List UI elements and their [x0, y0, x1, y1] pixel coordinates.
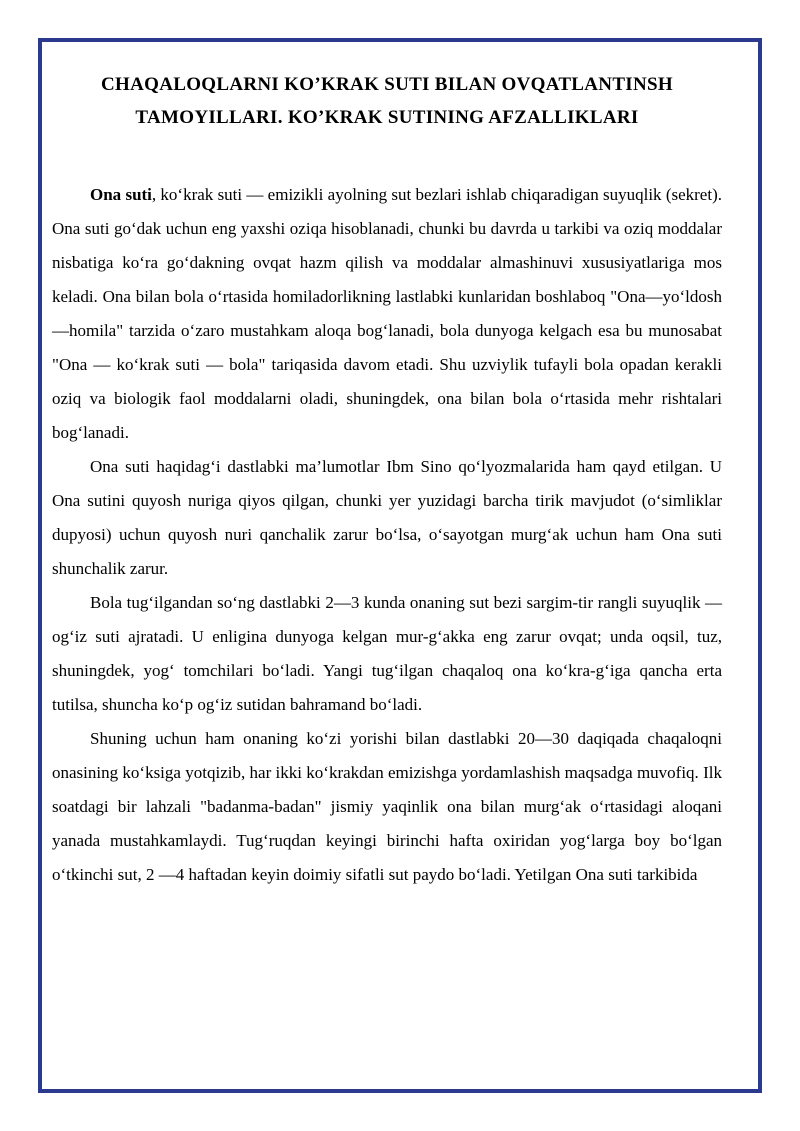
title-line-1: CHAQALOQLARNI KO’KRAK SUTI BILAN OVQATLANTINSH [101, 74, 673, 95]
paragraph-4: Shuning uchun ham onaning ko‘zi yorishi bilan dastlabki 20—30 daqiqada chaqaloqni onasining ko‘ksiga yotqizib, har ikki ko‘krakdan emizishga yordamlashish maqsadga muvofiq. Ilk soatdagi bir lahzali "badanma-badan" jismiy yaqinlik ona bilan murg‘ak o‘rtasidagi aloqani yanada mustahkamlaydi. Tug‘ruqdan keyingi birinchi hafta oxiridan yog‘larga boy bo‘lgan o‘tkinchi sut, 2 —4 haftadan keyin doimiy sifatli sut paydo bo‘ladi. Yetilgan Ona suti tarkibida [52, 729, 722, 884]
paragraph-1-text: , ko‘krak suti — emizikli ayolning sut bezlari ishlab chiqaradigan suyuqlik (sekret). Ona suti go‘dak uchun eng yaxshi oziqa hisoblanadi, chunki bu davrda u tarkibi va oziq moddalar nisbatiga ko‘ra go‘dakning ovqat hazm qilish va moddalar almashinuvi xususiyatlariga mos keladi. Ona bilan bola o‘rtasida homiladorlikning lastlabki kunlaridan boshlaboq "Ona—yo‘ldosh—homila" tarzida o‘zaro mustahkam aloqa bog‘lanadi, bola dunyoga kelgach esa bu munosabat "Ona — ko‘krak suti — bola" tariqasida davom etadi. Shu uzviylik tufayli bola opadan kerakli oziq va biologik faol moddalarni oladi, shuningdek, ona bilan bola o‘rtasida mehr rishtalari bog‘lanadi. [52, 185, 722, 442]
paragraph-2: Ona suti haqidag‘i dastlabki ma’lumotlar Ibm Sino qo‘lyozmalarida ham qayd etilgan. U Ona sutini quyosh nuriga qiyos qilgan, chunki yer yuzidagi barcha tirik mavjudot (o‘simliklar dupyosi) uchun quyosh nuri qanchalik zarur bo‘lsa, o‘sayotgan murg‘ak uchun ham Ona suti shunchalik zarur. [52, 457, 722, 578]
paragraph-1 [52, 178, 722, 450]
paragraph-1-lead: Ona suti [90, 185, 152, 204]
document-title [52, 68, 722, 134]
paragraph-3: Bola tug‘ilgandan so‘ng dastlabki 2—3 kunda onaning sut bezi sargim-tir rangli suyuqlik — og‘iz suti ajratadi. U enligina dunyoga kelgan mur-g‘akka eng zarur ovqat; unda oqsil, tuz, shuningdek, yog‘ tomchilari bo‘ladi. Yangi tug‘ilgan chaqaloq ona ko‘kra-g‘iga qancha erta tutilsa, shuncha ko‘p og‘iz sutidan bahramand bo‘ladi. [52, 593, 722, 714]
page-border-frame [38, 38, 762, 1093]
title-line-2: TAMOYILLARI. KO’KRAK SUTINING AFZALLIKLARI [135, 107, 639, 128]
